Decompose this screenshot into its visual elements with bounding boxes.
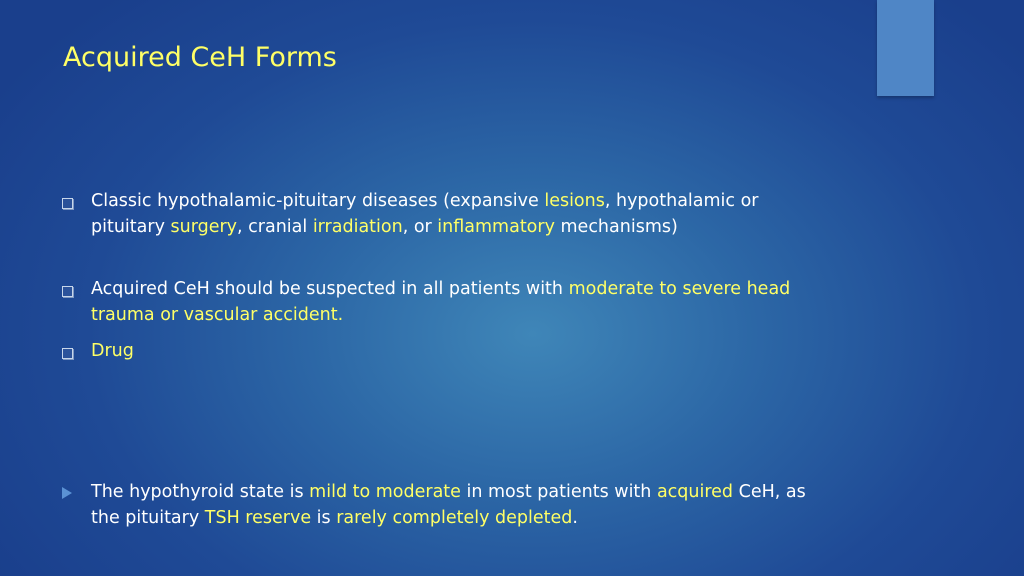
text-span: The hypothyroid state is [91, 482, 310, 502]
highlight-span: rarely completely depleted [336, 507, 573, 528]
highlight-span: lesions [544, 191, 605, 211]
square-bullet-icon [62, 286, 73, 297]
bullet-text [91, 189, 831, 240]
text-span: , hypothalamic or pituitary [91, 191, 759, 237]
bullet-text [91, 339, 831, 365]
text-span: in most patients with [460, 482, 657, 502]
text-span: CeH, as the pituitary [91, 482, 806, 528]
text-span: , cranial [237, 216, 313, 237]
text-span: , or [402, 216, 438, 237]
highlight-span: mild to moderate [309, 482, 461, 502]
arrow-bullet-icon [62, 487, 72, 499]
text-span: mechanisms) [554, 216, 678, 237]
highlight-span: TSH reserve [204, 507, 312, 528]
bullet-text [91, 480, 831, 531]
highlight-span: irradiation [312, 216, 403, 237]
highlight-span: surgery [170, 216, 238, 237]
highlight-span: inflammatory [437, 216, 555, 237]
highlight-span: moderate to severe head trauma or vascular accident. [91, 279, 791, 325]
highlight-span: acquired [656, 482, 734, 502]
square-bullet-icon [62, 198, 73, 209]
square-bullet-icon [62, 348, 73, 359]
text-span: is [311, 507, 337, 528]
slide-title: Acquired CeH Forms [63, 42, 337, 73]
text-span: . [572, 507, 578, 528]
highlight-span: Drug [91, 341, 134, 361]
bullet-text [91, 277, 831, 328]
text-span: Acquired CeH should be suspected in all patients with [91, 279, 569, 299]
text-span: Classic hypothalamic-pituitary diseases (expansive [91, 191, 545, 211]
accent-bar [877, 0, 934, 96]
